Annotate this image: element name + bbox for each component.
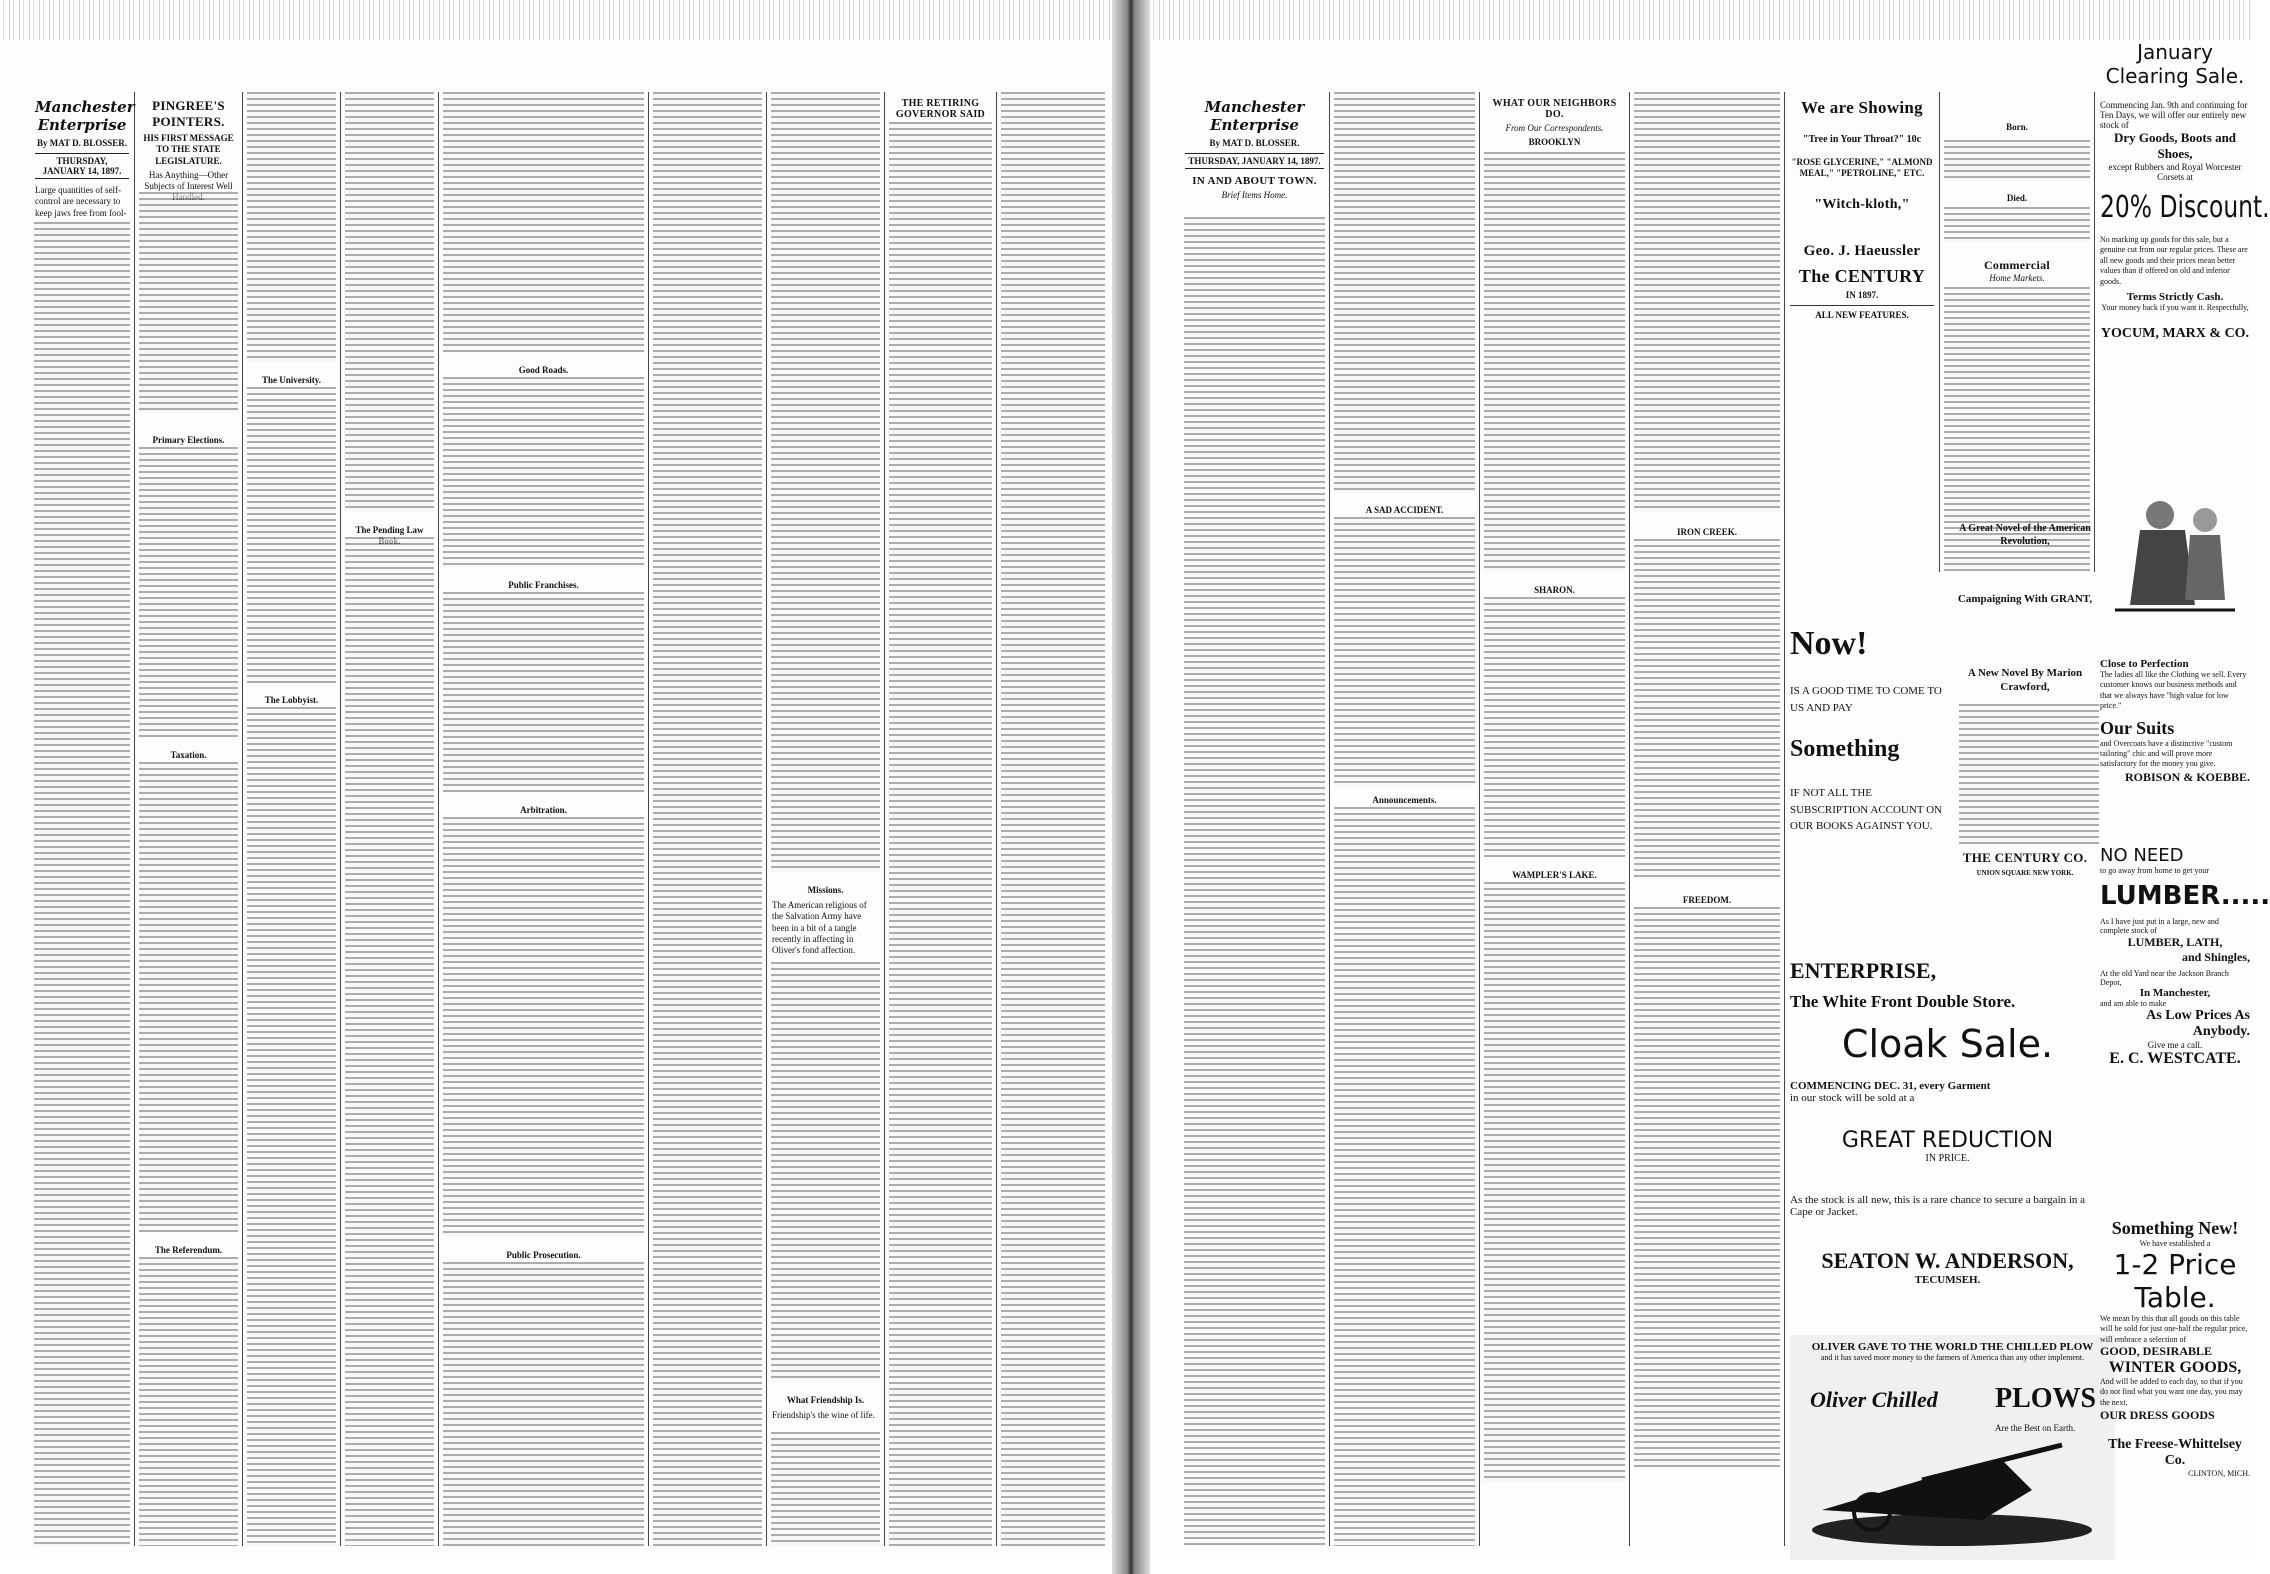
column-body-text [1944,140,2090,180]
ad-freese-town: CLINTON, MICH. [2188,1468,2250,1478]
place-sharon: SHARON. [1534,585,1575,595]
plow-illustration-icon [1802,1440,2102,1550]
column-body-text [771,92,880,872]
label-commercial: Commercial [1983,258,2051,272]
ad-price-table-title: 1-2 Price Table. [2113,1248,2237,1314]
column-body-text [443,1262,644,1546]
ad-lumber-kinds: LUMBER, LATH, [2127,935,2223,949]
ad-cloak-price: IN PRICE. [1925,1153,1970,1164]
ad-century-co-address: UNION SQUARE NEW YORK. [1976,869,2074,878]
ad-lumber-word: LUMBER..... [2100,881,2270,911]
subhead-brief-items: Brief Items Home. [1221,190,1288,200]
subhead-correspondents: From Our Correspondents. [1505,123,1604,133]
ad-good-desirable: GOOD, DESIRABLE [2100,1343,2213,1358]
left-col-5 [439,92,649,1546]
column-body-text [247,707,336,1546]
left-col-8 [885,92,997,1546]
ad-plow-brand: Oliver Chilled [1810,1387,1938,1412]
label-died: Died. [2006,193,2028,203]
ad-now: Now! [1790,625,1868,662]
headline-retiring-governor: THE RETIRING GOVERNOR SAID [895,98,986,120]
ad-century-details [1955,520,2095,878]
right-newspaper-page [1150,40,2270,1560]
ad-clearing-goods: Dry Goods, Boots and Shoes, [2113,130,2237,161]
ad-lumber-able: and am able to make [2100,999,2167,1008]
column-body-text [247,387,336,687]
ad-price-table-mean: We mean by this that all goods on this table will be sold for just one-half the regular price, [2100,1314,2248,1334]
ad-clearing-money: Your money back if you want it. Respectfully, [2101,302,2249,312]
headline-neighbors: WHAT OUR NEIGHBORS DO. [1492,98,1617,120]
section-public-franchises: Public Franchises. [508,580,579,590]
ad-suits-title: Our Suits [2100,717,2175,738]
ad-lumber-yard: At the old Yard near the Jackson Branch Depot, [2100,969,2229,987]
column-body-text [139,192,238,412]
section-referendum: The Referendum. [154,1245,223,1255]
ad-lumber-town: In Manchester, [2139,987,2211,999]
ad-westcate: E. C. WESTCATE. [2109,1050,2241,1067]
column-body-text [771,962,880,1382]
section-missions: Missions. [807,885,844,895]
section-announcements: Announcements. [1372,795,1437,805]
ad-century-year: IN 1897. [1845,290,1879,300]
column-intro-text: Large quantities of self-control are necessary to keep jaws free from fool- [35,185,127,218]
ad-price-table [2100,1218,2250,1478]
ad-perfection-title: Close to Perfection [2100,658,2189,670]
ad-white-front: The White Front Double Store. [1790,992,2016,1011]
masthead-title: Manchester Enterprise [35,98,135,134]
ad-rose-glycerine: "ROSE GLYCERINE," "ALMOND MEAL," "PETROLINE," ETC. [1791,156,1933,178]
place-iron-creek: IRON CREEK. [1676,527,1737,537]
column-body-text [139,762,238,1232]
missions-text: The American religious of the Salvation Army have been in a bit of a tangle recently in affecting in Oliver's fond affection. [772,900,867,955]
right-masthead [1185,98,1324,169]
column-body-text [1634,539,1780,879]
right-col-3 [1480,92,1630,1546]
ad-perfection-suits [2100,658,2250,785]
ad-lumber-shingles: and Shingles, [2181,950,2250,964]
friendship-quote: Friendship's the wine of life. [772,1410,875,1420]
ad-enterprise: ENTERPRISE, [1790,958,1937,983]
ad-century-co: THE CENTURY CO. [1962,850,2088,866]
column-body-text [345,537,434,1546]
ad-january-clearing [2100,40,2270,370]
column-body-text [1334,807,1475,1546]
ad-lumber-have: As I have just put in a large, new and complete stock of [2100,917,2219,935]
masthead-byline: By MAT D. BLOSSER. [1209,138,1300,148]
ad-clearing-no-marking: No marking up goods for this sale, but a genuine cut from our regular prices. These are all new goods and their prices mean better values than if offered on old and inferior goods. [2100,235,2248,286]
label-born: Born. [2006,122,2028,132]
column-body-text [1484,152,1625,572]
couple-illustration-icon [2105,490,2245,620]
section-public-prosecution: Public Prosecution. [506,1250,581,1260]
section-sad-accident: A SAD ACCIDENT. [1365,505,1444,515]
column-body-text [1484,597,1625,857]
label-home-markets: Home Markets. [1989,273,2045,283]
column-body-text [1634,907,1780,1467]
masthead-date: THURSDAY, JANUARY 14, 1897. [35,153,129,179]
section-lobbyist: The Lobbyist. [264,695,319,705]
ad-haeussler: Geo. J. Haeussler [1803,243,1921,259]
left-col-7 [767,92,885,1546]
column-body-text [443,377,644,567]
column-body-text [653,92,762,1546]
ad-marion-crawford: A New Novel By Marion Crawford, [1967,666,2083,693]
ad-cloak-reduction: GREAT REDUCTION [1841,1128,2054,1153]
ad-plow-plows: PLOWS [1995,1383,2097,1414]
column-body-text [1184,217,1325,1546]
ad-clearing-sale: Clearing Sale. [2105,64,2245,88]
masthead-byline: By MAT D. BLOSSER. [37,138,127,148]
section-friendship: What Friendship Is. [786,1395,865,1405]
left-masthead [35,98,135,179]
ad-century: The CENTURY [1798,266,1926,286]
right-col-6 [1940,92,2095,572]
ad-suits-text: and Overcoats have a distinctive "custom tailoring" chic and will prove more satisfactory for the money you give. [2100,738,2233,769]
masthead-title: Manchester Enterprise [1204,98,1305,134]
ad-lumber-prices: As Low Prices As Anybody. [2146,1008,2250,1039]
section-pending-law: The Pending Law [355,525,424,535]
place-wamplers-lake: WAMPLER'S LAKE. [1512,870,1597,880]
ad-plow-tagline: and it has saved more money to the farmers of America than any other implement. [1820,1353,2085,1362]
ad-lumber-call: Give me a call. [2147,1040,2203,1050]
ad-lumber [2100,845,2270,1068]
ad-clearing-terms: Terms Strictly Cash. [2126,290,2224,303]
ad-plow-best: Are the Best on Earth. [1995,1423,2076,1433]
section-good-roads: Good Roads. [518,365,569,375]
column-body-text [1959,704,2099,844]
left-col-1 [30,92,135,1546]
column-body-text [1484,882,1625,1482]
ad-january: January [2137,40,2213,64]
ad-winter-goods: WINTER GOODS, [2108,1358,2242,1376]
left-col-2 [135,92,243,1546]
left-newspaper-page [0,40,1112,1560]
ad-cloak-sale [1790,958,2105,1286]
ad-something-new: Something New! [2111,1218,2239,1238]
column-body-text [443,92,644,352]
ad-lumber-go: to go away from home to get your [2100,866,2210,875]
masthead-date: THURSDAY, JANUARY 14, 1897. [1185,153,1324,169]
ad-dress-goods: OUR DRESS GOODS [2100,1407,2215,1422]
headline-pingree: PINGREE'S POINTERS. [152,98,225,129]
ad-oliver-plow [1790,1335,2115,1560]
column-body-text [1334,517,1475,787]
ad-clearing-intro: Commencing Jan. 9th and continuing for Ten Days, we will offer our entirely new stock of [2100,100,2248,130]
column-body-text [889,122,992,1546]
ad-price-table-embrace: will embrace a selection of [2100,1334,2187,1344]
subhead-message: HIS FIRST MESSAGE TO THE STATE LEGISLATURE. [143,133,234,166]
subhead-subjects: Has Anything—Other Subjects of Interest Well [144,169,233,191]
ad-cloak-sold: in our stock will be sold at a [1790,1092,1915,1104]
ad-campaigning-grant: Campaigning With GRANT, [1957,593,2093,605]
ad-price-table-added: And will be added to each day, so that if you do not find what you want one day, you may the next. [2100,1376,2243,1407]
ad-cloak-note: As the stock is all new, this is a rare chance to secure a bargain in a Cape or Jacket. [1790,1194,2086,1218]
ad-great-novel: A Great Novel of the American Revolution, [1959,523,2091,547]
ad-now-rest: IF NOT ALL THE SUBSCRIPTION ACCOUNT ON OUR BOOKS AGAINST YOU. [1790,787,1942,832]
right-col-2 [1330,92,1480,1546]
ad-all-new: ALL NEW FEATURES. [1815,310,1909,321]
ad-plow-banner: OLIVER GAVE TO THE WORLD THE CHILLED PLOW [1811,1341,2094,1353]
headline-in-and-about-town: IN AND ABOUT TOWN. [1192,175,1317,187]
ad-witch-kloth: "Witch-kloth," [1814,197,1910,212]
ad-robison-koebbe: ROBISON & KOEBBE. [2124,769,2250,784]
left-col-4 [341,92,439,1546]
ad-perfection-text: The ladies all like the Clothing we sell. Every customer knows our business methods and that we always have "high value for low price." [2100,670,2247,711]
section-primary-elections: Primary Elections. [152,435,225,445]
left-col-9 [997,92,1109,1546]
ad-no-need: NO NEED [2100,845,2184,866]
ad-yocum-marx: YOCUM, MARX & CO. [2100,325,2250,341]
place-freedom: FREEDOM. [1682,895,1732,905]
ad-fragrance: "Tree in Your Throat?" 10c [1802,134,1922,145]
column-body-text [34,222,130,1546]
column-body-text [443,817,644,1237]
right-col-5 [1785,92,1940,572]
section-taxation: Taxation. [170,750,207,760]
place-brooklyn: BROOKLYN [1528,137,1581,148]
ad-now-something: Something [1790,736,1900,762]
ad-cloak-title: Cloak Sale. [1841,1022,2054,1066]
section-university: The University. [261,375,321,385]
ad-clearing-discount: 20% Discount. [2100,190,2270,225]
ad-established: We have established a [2139,1239,2211,1248]
ad-seaton-anderson: SEATON W. ANDERSON, [1821,1248,2074,1273]
column-body-text [247,92,336,362]
right-col-1 [1180,92,1330,1546]
left-col-6 [649,92,767,1546]
column-body-text [1944,207,2090,242]
ad-freese-whittelsey: The Freese-Whittelsey Co. [2108,1436,2242,1468]
ad-we-are-showing: We are Showing [1801,98,1923,117]
column-body-text [139,1257,238,1546]
column-body-text [1334,92,1475,492]
ad-cloak-commencing: COMMENCING DEC. 31, every Garment [1790,1080,1991,1092]
column-body-text [345,92,434,512]
column-body-text [771,1432,880,1546]
column-body-text [1634,92,1780,512]
left-col-3 [243,92,341,1546]
ad-clearing-except: except Rubbers and Royal Worcester Corsets at [2108,162,2242,182]
column-body-text [139,447,238,737]
page-gutter [1112,0,1150,1574]
column-body-text [1001,92,1105,1546]
ad-seaton-town: TECUMSEH. [1914,1274,1981,1286]
section-arbitration: Arbitration. [520,805,567,815]
ad-now-pay [1790,625,1950,835]
right-col-4 [1630,92,1785,1546]
column-body-text [443,592,644,792]
ad-now-time: IS A GOOD TIME TO COME TO US AND PAY [1790,685,1942,714]
